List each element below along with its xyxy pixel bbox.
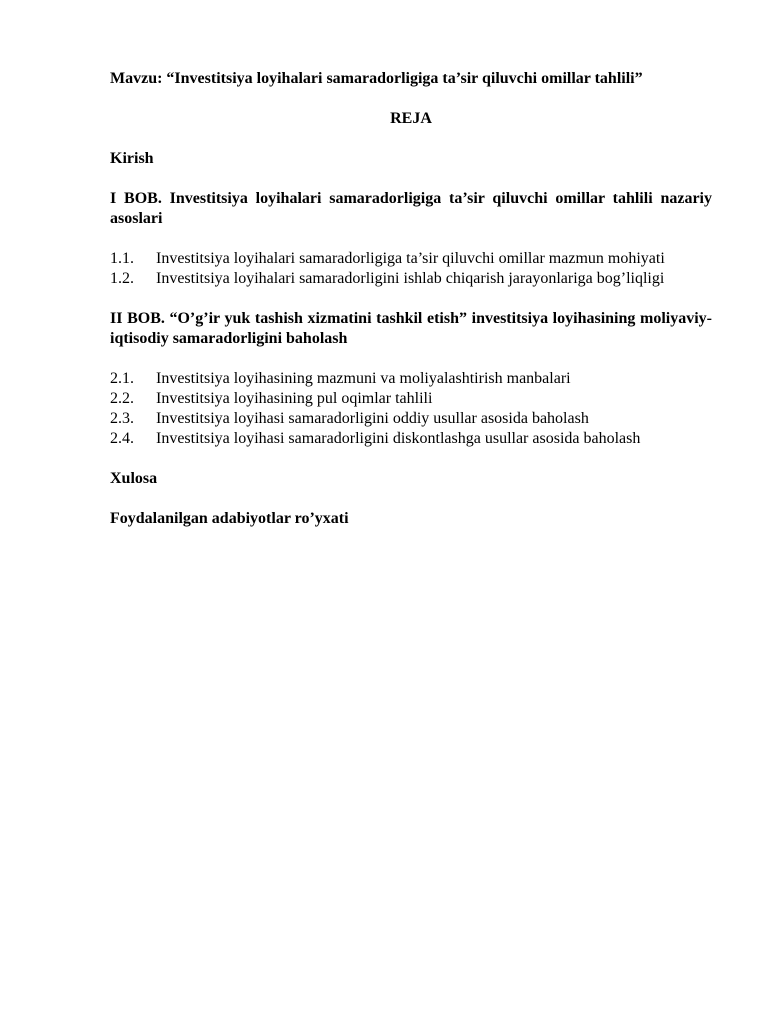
chapter-2-title: II BOB. “O’g’ir yuk tashish xizmatini tashkil etish” investitsiya loyihasining moliyaviy-iqtisodiy samaradorligini baholash	[110, 310, 712, 347]
list-item-text: Investitsiya loyihalari samaradorligiga ta’sir qiluvchi omillar mazmun mohiyati	[156, 250, 665, 267]
plan-heading: REJA	[390, 110, 432, 127]
chapter-1-list	[110, 249, 712, 289]
conclusion-heading: Xulosa	[110, 470, 158, 487]
intro-heading: Kirish	[110, 150, 154, 167]
list-item-number: 1.2.	[110, 270, 134, 287]
list-item-text: Investitsiya loyihasining pul oqimlar tahlili	[156, 390, 433, 407]
list-item	[110, 369, 712, 389]
chapter-2-list	[110, 369, 712, 449]
list-item-text: Investitsiya loyihasining mazmuni va moliyalashtirish manbalari	[156, 370, 571, 387]
list-item	[110, 389, 712, 409]
list-item	[110, 249, 712, 269]
list-item-number: 2.4.	[110, 430, 134, 447]
list-item-number: 2.2.	[110, 390, 134, 407]
document-content	[110, 69, 712, 529]
list-item	[110, 429, 712, 449]
list-item-text: Investitsiya loyihalari samaradorligini ishlab chiqarish jarayonlariga bog’liqligi	[156, 270, 665, 287]
list-item-text: Investitsiya loyihasi samaradorligini diskontlashga usullar asosida baholash	[156, 430, 641, 447]
list-item-number: 2.1.	[110, 370, 134, 387]
list-item	[110, 269, 712, 289]
list-item	[110, 409, 712, 429]
chapter-1-title: I BOB. Investitsiya loyihalari samaradorligiga ta’sir qiluvchi omillar tahlili nazariy asoslari	[110, 190, 712, 227]
references-heading: Foydalanilgan adabiyotlar ro’yxati	[110, 510, 349, 527]
list-item-text: Investitsiya loyihasi samaradorligini oddiy usullar asosida baholash	[156, 410, 589, 427]
list-item-number: 2.3.	[110, 410, 134, 427]
list-item-number: 1.1.	[110, 250, 134, 267]
document-topic: Mavzu: “Investitsiya loyihalari samaradorligiga ta’sir qiluvchi omillar tahlili”	[110, 70, 643, 87]
